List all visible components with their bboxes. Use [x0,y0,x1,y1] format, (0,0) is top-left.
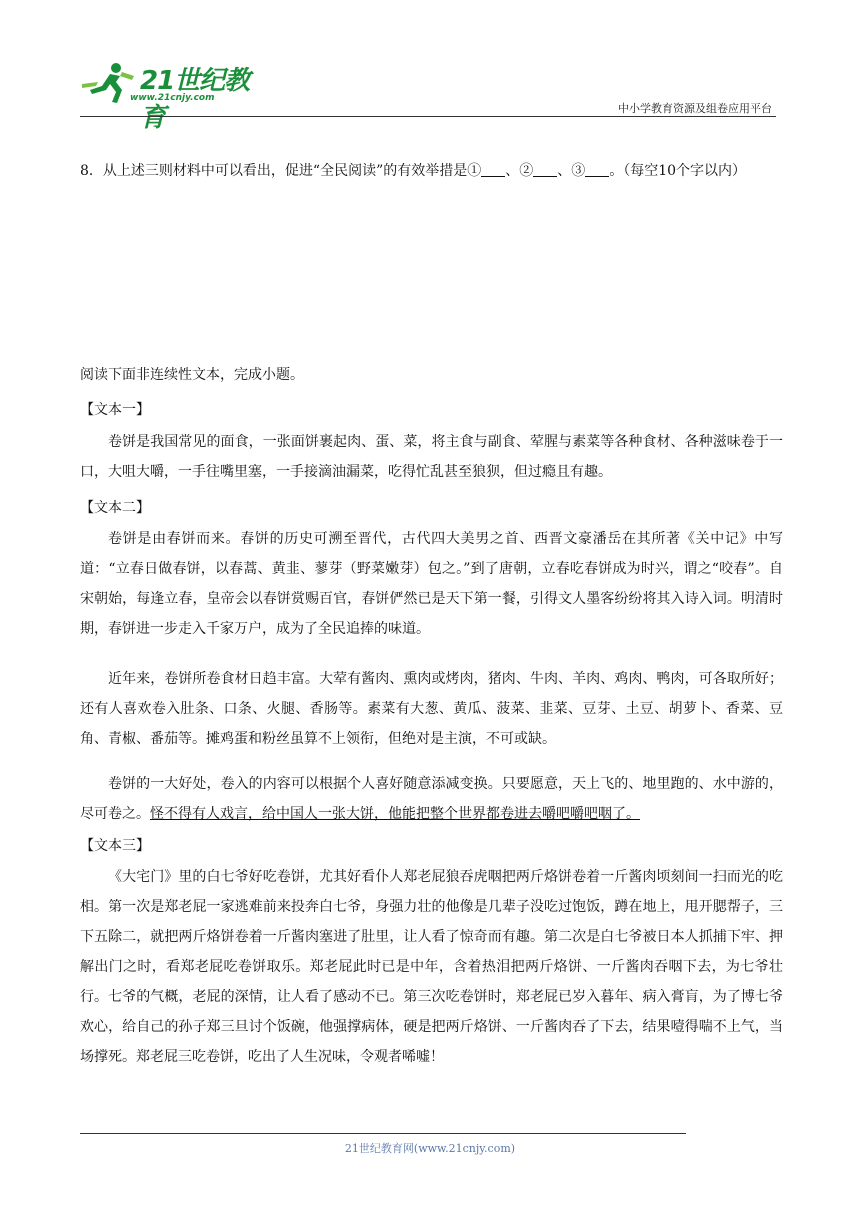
q8-text-2: 、② [505,163,534,179]
q8-text-1: 8．从上述三则材料中可以看出，促进“全民阅读”的有效举措是① [80,163,482,179]
platform-name: 中小学教育资源及组卷应用平台 [618,102,772,115]
text2-paragraph-1: 卷饼是由春饼而来。春饼的历史可溯至晋代，古代四大美男之首、西晋文豪潘岳在其所著《关中记》中写道：“立春日做春饼，以春蒿、黄韭、蓼芽（野菜嫩芽）包之。”到了唐朝，立春吃春饼成为时兴，谓之“咬春”。自宋朝始，每逢立春，皇帝会以春饼赏赐百官，春饼俨然已是天下第一餐，引得文人墨客纷纷将其入诗入词。明清时期，春饼进一步走入千家万户，成为了全民追捧的味道。 [80,531,783,637]
logo-text: 21世纪教育 [140,66,250,133]
text1-label: 【文本一】 [80,402,150,418]
underlined-sentence: 怪不得有人戏言，给中国人一张大饼，他能把整个世界都卷进去嚼吧嚼吧咽了。 [150,806,640,822]
answer-blank-2[interactable] [533,162,557,177]
text2-paragraph-3 [80,769,783,829]
q8-text-4: 。（每空10个字以内） [609,163,747,179]
q8-text-3: 、③ [557,163,586,179]
logo-url: www.21cnjy.com [130,93,215,103]
text1-paragraph: 卷饼是我国常见的面食，一张面饼裹起肉、蛋、菜，将主食与副食、荤腥与素菜等各种食材、各种滋味卷于一口，大咀大嚼，一手往嘴里塞，一手接滴油漏菜，吃得忙乱甚至狼狈，但过瘾且有趣。 [80,434,783,480]
text2-paragraph-3-part-a: 卷饼的一大好处，卷入的内容可以根据个人喜好随意添减变换。只要愿意，天上飞的、地里跑的、水中游的，尽可卷之。 [80,776,783,822]
text2-paragraph-2: 近年来，卷饼所卷食材日趋丰富。大荤有酱肉、熏肉或烤肉，猪肉、牛肉、羊肉、鸡肉、鸭肉，可各取所好；还有人喜欢卷入肚条、口条、火腿、香肠等。素菜有大葱、黄瓜、菠菜、韭菜、豆芽、土豆、胡萝卜、香菜、豆角、青椒、番茄等。摊鸡蛋和粉丝虽算不上领衔，但绝对是主演，不可或缺。 [80,671,783,747]
footer-divider [80,1133,686,1134]
header-divider [80,116,776,117]
question-8 [80,160,785,182]
answer-blank-3[interactable] [585,162,609,177]
text2-label: 【文本二】 [80,500,150,516]
text3-label: 【文本三】 [80,838,150,854]
footer-text: 21世纪教育网(www.21cnjy.com) [344,1142,516,1155]
page-header [80,50,776,133]
text3-paragraph: 《大宅门》里的白七爷好吃卷饼，尤其好看仆人郑老屁狼吞虎咽把两斤烙饼卷着一斤酱肉顷刻间一扫而光的吃相。第一次是郑老屁一家逃难前来投奔白七爷，身强力壮的他像是几辈子没吃过饱饭，蹲在地上，甩开腮帮子，三下五除二，就把两斤烙饼卷着一斤酱肉塞进了肚里，让人看了惊奇而有趣。第二次是白七爷被日本人抓捕下牢、押解出门之时，看郑老屁吃卷饼取乐。郑老屁此时已是中年，含着热泪把两斤烙饼、一斤酱肉吞咽下去，为七爷壮行。七爷的气概，老屁的深情，让人看了感动不已。第三次吃卷饼时，郑老屁已岁入暮年、病入膏肓，为了博七爷欢心，给自己的孙子郑三旦讨个饭碗，他强撑病体，硬是把两斤烙饼、一斤酱肉吞了下去，结果噎得喘不上气，当场撑死。郑老屁三吃卷饼，吃出了人生况味，令观者唏嘘！ [80,869,783,1065]
answer-blank-1[interactable] [481,162,505,177]
reading-instruction: 阅读下面非连续性文本，完成小题。 [80,367,304,383]
logo [80,60,250,133]
